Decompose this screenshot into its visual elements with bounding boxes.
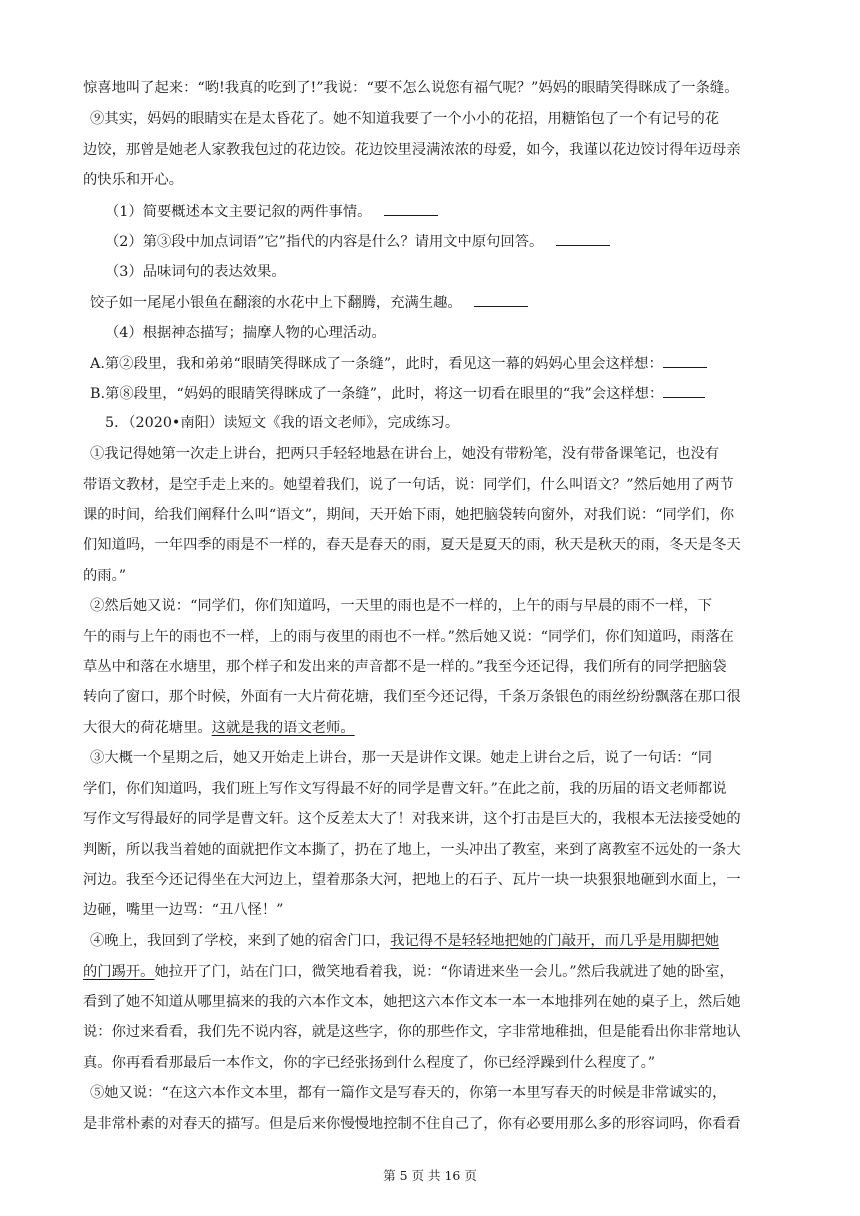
- paragraph-4-line: [90, 929, 790, 953]
- question-3-sentence: [90, 290, 790, 314]
- text-line: [83, 960, 783, 984]
- text-line: 惊喜地叫了起来：“哟!我真的吃到了!”我说：“要不怎么说您有福气呢？”妈妈的眼睛笑得眯成了一条缝。: [83, 80, 739, 96]
- text-line: 看到了她不知道从哪里搞来的我的六本作文本，她把这六本作文本一本一本地排列在她的桌子上，然后她: [83, 994, 741, 1010]
- text-line: 们知道吗，一年四季的雨是不一样的，春天是春天的雨，夏天是夏天的雨，秋天是秋天的雨，冬天是冬天: [83, 537, 741, 553]
- page-footer: 第 5 页 共 16 页: [383, 1168, 477, 1183]
- question-3-sentence-text: 饺子如一尾尾小银鱼在翻滚的水花中上下翻腾，充满生趣。: [90, 295, 462, 311]
- text-span: ④晚上，我回到了学校，来到了她的宿舍门口，: [90, 933, 391, 949]
- underlined-sentence: 的门踢开。: [83, 964, 155, 980]
- text-line: 边砸，嘴里一边骂：“丑八怪！”: [83, 902, 284, 918]
- answer-blank[interactable]: [474, 290, 528, 307]
- text-line: 带语文教材，是空手走上来的。她望着我们，说了一句话，说：同学们，什么叫语文？”然后她用了两节: [83, 477, 734, 493]
- answer-blank[interactable]: [663, 381, 705, 398]
- text-line: 河边。我至今还记得坐在大河边上，望着那条大河，把地上的石子、瓦片一块一块狠狠地砸到水面上，一: [83, 872, 741, 888]
- question-4a-text: A.第②段里，我和弟弟“眼睛笑得眯成了一条缝”，此时，看见这一幕的妈妈心里会这样想：: [90, 356, 663, 372]
- text-line: [83, 716, 783, 740]
- text-line: 草丛中和落在水塘里，那个样子和发出来的声音都不是一样的。”我至今还记得，我们所有的同学把脑袋: [83, 659, 727, 675]
- underlined-sentence: 我记得不是轻轻地把她的门敲开，而几乎是用脚把她: [390, 933, 720, 949]
- answer-blank[interactable]: [663, 351, 707, 368]
- text-line: 说：你过来看看，我们先不说内容，就是这些字，你的那些作文，字非常地稚拙，但是能看出你非常地认: [83, 1024, 741, 1040]
- question-4: （4）根据神态描写；揣摩人物的心理活动。: [105, 325, 386, 341]
- question-1: [105, 199, 805, 223]
- text-line: 真。你再看看那最后一本作文，你的字已经张扬到什么程度了，你已经浮躁到什么程度了。”: [83, 1055, 656, 1071]
- question-4b: [90, 381, 790, 405]
- question-4a: [90, 351, 790, 375]
- question-2: [105, 229, 805, 253]
- answer-blank[interactable]: [384, 199, 438, 216]
- text-line: 的雨。”: [83, 568, 127, 584]
- text-line: 是非常朴素的对春天的描写。但是后来你慢慢地控制不住自己了，你有必要用那么多的形容词吗，你看看: [83, 1116, 741, 1132]
- answer-blank[interactable]: [556, 229, 610, 246]
- paragraph-5-line: ⑤她又说：“在这六本作文本里，都有一篇作文是写春天的，你第一本里写春天的时候是非常诚实的，: [90, 1085, 727, 1101]
- question-5-heading: 5．（2020•南阳）读短文《我的语文老师》，完成练习。: [105, 415, 460, 431]
- text-line: 的快乐和开心。: [83, 172, 184, 188]
- text-span: 她拉开了门，站在门口，微笑地看着我，说：“你请进来坐一会儿。”然后我就进了她的卧室，: [154, 964, 734, 980]
- text-line: 学们，你们知道吗，我们班上写作文写得最不好的同学是曹文轩。”在此之前，我的历届的语文老师都说: [83, 781, 727, 797]
- text-line: 判断，所以我当着她的面就把作文本撕了，扔在了地上，一头冲出了教室，来到了离教室不远处的一条大: [83, 842, 741, 858]
- text-line: 写作文写得最好的同学是曹文轩。这个反差太大了！对我来讲，这个打击是巨大的，我根本无法接受她的: [83, 811, 741, 827]
- text-line: 午的雨与上午的雨也不一样，上的雨与夜里的雨也不一样。”然后她又说：“同学们，你们知道吗，雨落在: [83, 629, 734, 645]
- text-line: 课的时间，给我们阐释什么叫“语文”，期间，天开始下雨，她把脑袋转向窗外，对我们说：“同学们，你: [83, 507, 734, 523]
- question-4b-text: B.第⑧段里，“妈妈的眼睛笑得眯成了一条缝”，此时，将这一切看在眼里的“我”会这样想：: [90, 386, 664, 402]
- text-span: 大很大的荷花塘里。: [83, 720, 212, 736]
- underlined-sentence: 这就是我的语文老师。: [211, 720, 355, 736]
- paragraph-3-line: ③大概一个星期之后，她又开始走上讲台，那一天是讲作文课。她走上讲台之后，说了一句话：“同: [90, 750, 713, 766]
- paragraph-1-line: ①我记得她第一次走上讲台，把两只手轻轻地悬在讲台上，她没有带粉笔，没有带备课笔记，也没有: [90, 446, 720, 462]
- text-line: 转向了窗口，那个时候，外面有一大片荷花塘，我们至今还记得，千条万条银色的雨丝纷纷飘落在那口很: [83, 689, 741, 705]
- paragraph-2-line: ②然后她又说：“同学们，你们知道吗，一天里的雨也是不一样的，上午的雨与早晨的雨不一样，下: [90, 598, 713, 614]
- text-line: 边饺，那曾是她老人家教我包过的花边饺。花边饺里浸满浓浓的母爱，如今，我谨以花边饺讨得年迈母亲: [83, 142, 741, 158]
- question-2-text: （2）第③段中加点词语”它”指代的内容是什么？请用文中原句回答。: [105, 234, 544, 250]
- question-1-text: （1）简要概述本文主要记叙的两件事情。: [105, 204, 372, 220]
- paragraph-9-line: ⑨其实，妈妈的眼睛实在是太昏花了。她不知道我要了一个小小的花招，用糖馅包了一个有记号的花: [90, 111, 720, 127]
- question-3: （3）品味词句的表达效果。: [105, 264, 286, 280]
